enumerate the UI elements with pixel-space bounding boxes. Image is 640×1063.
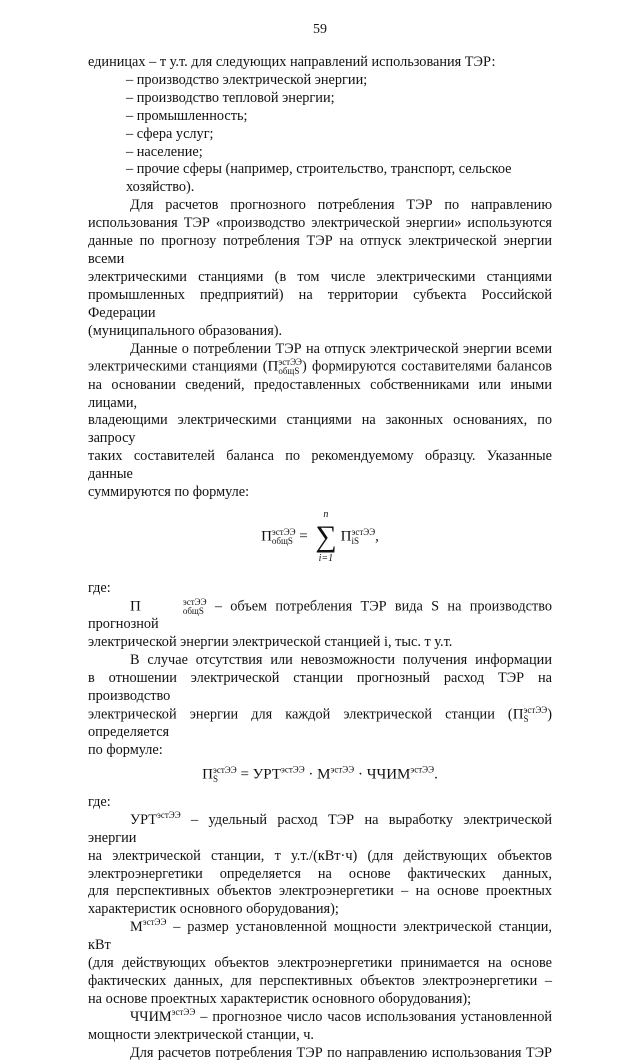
formula-station: П эстЭЭ S = $УРТ^{эстЭЭ} \cdot М^{эстЭЭ}$ · $ЧЧИМ^{эстЭЭ}$. (202, 764, 438, 784)
text-line: В случае отсутствия или невозможности получения информации (130, 651, 552, 668)
paragraph-electric-forecast (88, 197, 552, 340)
definition-line: электрической энергии электрической станцией i, тыс. т у.т. (88, 633, 453, 650)
text-line: использования ТЭР «производство электрической энергии» используются (88, 215, 552, 232)
text-line: $УРТ^{эстЭЭ}$ – удельный расход ТЭР на выработку электрической энергии (88, 810, 552, 846)
definition-line: П эстЭЭ общS – объем потребления ТЭР вида S на производство прогнозной (88, 596, 552, 633)
text-line: для перспективных объектов электроэнергетики – на основе проектных (88, 883, 552, 900)
text-line: данные по прогнозу потребления ТЭР на отпуск электрической энергии всеми (88, 233, 552, 267)
symbol-indices: эстЭЭ общS (278, 357, 303, 377)
text-line: электрическими станциями (П эстЭЭ общS ) формируются составителями балансов (88, 357, 553, 377)
list-item: – производство электрической энергии; (126, 71, 368, 88)
list-item: – прочие сферы (например, строительство, транспорт, сельское хозяйство). (126, 161, 512, 196)
text-line: в отношении электрической станции прогнозный расход ТЭР на производство (88, 669, 552, 704)
text-line: (для действующих объектов электроэнергетики принимается на основе (88, 955, 552, 972)
list-item: – сфера услуг; (126, 125, 214, 142)
formula-sum: П эстЭЭ общS = n ∑ i=1 П эстЭЭ iS , (261, 508, 379, 564)
text-line: Для расчетов прогнозного потребления ТЭР по направлению (130, 197, 552, 214)
text-line: $М^{эстЭЭ}$ – размер установленной мощности электрической станции, кВт (88, 917, 552, 954)
text-line: Данные о потреблении ТЭР на отпуск электрической энергии всеми (130, 340, 552, 357)
symbol-p: П (267, 358, 279, 375)
text-line: владеющими электрическими станциями на законных основаниях, по запросу (88, 412, 552, 447)
page-number: 59 (313, 22, 327, 37)
usage-list (88, 72, 552, 197)
list-item: – промышленность; (126, 107, 248, 124)
where-label: где: (88, 579, 111, 596)
document-body (88, 54, 552, 1063)
definition-chchim (88, 1009, 552, 1045)
where-label: где: (88, 793, 111, 810)
text-line: электрическими станциями (в том числе электрическими станциями (88, 268, 552, 285)
text-line: фактических данных, для перспективных объектов электроэнергетики – (88, 972, 552, 989)
sigma-sign: n ∑ i=1 (315, 508, 337, 564)
text-line: суммируются по формуле: (88, 484, 250, 501)
text-line: электроэнергетики определяется на основе фактических данных, (88, 865, 552, 882)
text-line: на основании сведений, предоставленных собственниками или иными лицами, (88, 376, 552, 411)
text-line: по формуле: (88, 741, 163, 758)
paragraph-consumption-data (88, 341, 552, 502)
text-line: на основе проектных характеристик основного оборудования); (88, 990, 472, 1007)
definition-m (88, 919, 552, 1009)
intro-line: единицах – т у.т. для следующих направлений использования ТЭР: (88, 54, 496, 70)
text-line: (муниципального образования). (88, 322, 283, 339)
definition-urt (88, 812, 552, 919)
list-item: – население; (126, 143, 203, 160)
text-line: мощности электрической станции, ч. (88, 1026, 314, 1043)
text-line: таких составителей баланса по рекомендуемому образцу. Указанные данные (88, 448, 552, 483)
text-line: $ЧЧИМ^{эстЭЭ}$ – прогнозное число часов использования установленной (130, 1007, 552, 1025)
text-line: характеристик основного оборудования); (88, 901, 339, 918)
list-item: – производство тепловой энергии; (126, 89, 335, 106)
text-line: электрической энергии для каждой электрической станции (П эстЭЭ S ) определяется (88, 704, 552, 740)
text-line: промышленных предприятий) на территории субъекта Российской Федерации (88, 286, 552, 321)
paragraph-missing-info (88, 652, 552, 760)
final-line: Для расчетов потребления ТЭР по направлению использования ТЭР (130, 1044, 552, 1061)
text-line: на электрической станции, т у.т./(кВт·ч) (для действующих объектов (88, 847, 552, 864)
